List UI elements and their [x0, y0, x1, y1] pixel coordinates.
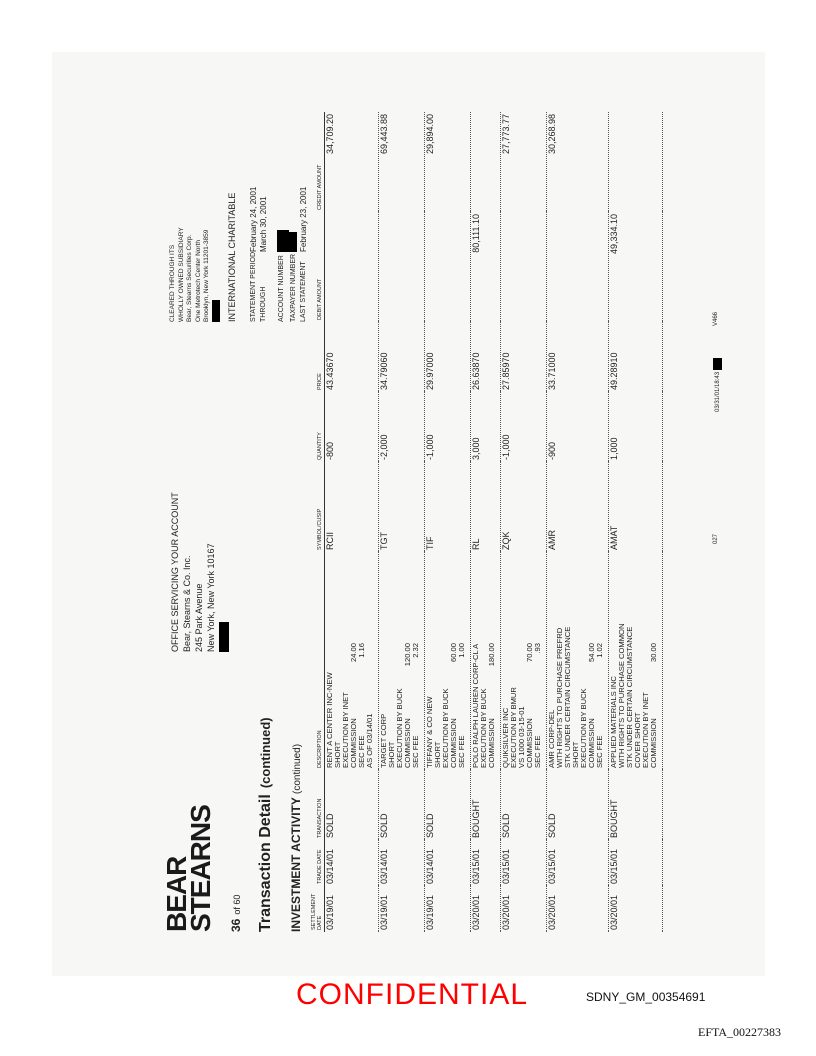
clearing-info: CLEARED THROUGH ITS WHOLLY OWNED SUBSIDIARY Bear, Stearns Securities Corp. One Metrotech Center North Brooklyn, New York 11201-3859: [169, 112, 221, 322]
description-text: SEC FEE: [457, 735, 466, 768]
quantity-cell: -800: [325, 392, 379, 462]
description-text: WITH RIGHTS TO PURCHASE COMMON: [617, 623, 626, 768]
description-value: .93: [533, 643, 542, 654]
description-text: AMR CORP-DEL: [547, 709, 556, 768]
footer-code-version: V466: [713, 311, 719, 326]
debit-amount-cell: [379, 212, 425, 322]
description-text: SEC FEE: [411, 735, 420, 768]
description-text: COMMISSION: [449, 718, 458, 768]
description-text: COMMISSION: [649, 718, 658, 768]
symbol-cell: RCII: [325, 462, 379, 552]
description-text: QUIKSILVER INC: [501, 707, 510, 768]
settlement-date-cell: 03/20/01: [471, 886, 501, 932]
redaction-box: [289, 232, 297, 252]
description-value: 24.00: [349, 643, 358, 663]
col-price: PRICE: [311, 322, 325, 392]
credit-amount-cell: 34,709.20: [325, 112, 379, 212]
bates-number: SDNY_GM_00354691: [586, 990, 706, 1004]
description-text: SEC FEE: [595, 735, 604, 768]
description-cell: [547, 552, 609, 770]
settlement-date-cell: 03/20/01: [609, 886, 663, 932]
credit-amount-cell: 69,443.88: [379, 112, 425, 212]
price-cell: 43.43670: [325, 322, 379, 392]
debit-amount-cell: [547, 212, 609, 322]
description-text: EXECUTION BY BMUR: [509, 687, 518, 768]
col-settlement-date: SETTLEMENT DATE: [311, 886, 325, 932]
description-text: SHORT: [387, 741, 396, 768]
debit-amount-cell: [325, 212, 379, 322]
price-cell: 33.71000: [547, 322, 609, 392]
footer-code-page: 027: [713, 533, 719, 544]
page-number: 36of 60: [229, 894, 243, 932]
table-row: [379, 112, 425, 932]
description-text: COMMISSION: [487, 718, 496, 768]
transaction-cell: SOLD: [379, 770, 425, 840]
description-cell: [501, 552, 547, 770]
clearing-and-statement-block: [169, 112, 309, 322]
description-line: [650, 643, 658, 768]
debit-amount-cell: [425, 212, 471, 322]
redaction-box: [277, 230, 289, 252]
transaction-cell: BOUGHT: [471, 770, 501, 840]
description-line: [458, 643, 466, 768]
transaction-cell: BOUGHT: [609, 770, 663, 840]
col-debit-amount: DEBIT AMOUNT: [311, 212, 325, 322]
settlement-date-cell: 03/19/01: [379, 886, 425, 932]
credit-amount-cell: 27,773.77: [501, 112, 547, 212]
description-text: EXECUTION BY BUCK: [479, 688, 488, 768]
description-value: 1.02: [595, 643, 604, 658]
quantity-cell: -2,000: [379, 392, 425, 462]
description-value: 54.00: [587, 643, 596, 663]
description-text: SEC FEE: [357, 735, 366, 768]
debit-amount-cell: [501, 212, 547, 322]
quantity-cell: 1,000: [609, 392, 663, 462]
col-symbol: SYMBOL/CUSIP: [311, 462, 325, 552]
trade-date-cell: 03/15/01: [547, 840, 609, 886]
table-row: [501, 112, 547, 932]
col-trade-date: TRADE DATE: [311, 840, 325, 886]
description-text: EXECUTION BY BUCK: [579, 688, 588, 768]
table-row: [609, 112, 663, 932]
price-cell: 26.63870: [471, 322, 501, 392]
description-text: SHORT: [571, 741, 580, 768]
description-line: [596, 643, 604, 768]
description-text: COMMISSION: [587, 718, 596, 768]
description-text: EXECUTION BY INET: [641, 692, 650, 768]
description-text: TIFFANY & CO NEW: [425, 696, 434, 768]
redaction-box: [219, 622, 229, 652]
symbol-cell: AMAT: [609, 462, 663, 552]
office-servicing-block: OFFICE SERVICING YOUR ACCOUNT Bear, Stearns & Co. Inc. 245 Park Avenue New York, New York 10167: [169, 492, 229, 652]
description-text: COVER SHORT: [633, 712, 642, 768]
page-title: Transaction Detail(continued): [257, 717, 274, 932]
symbol-cell: AMR: [547, 462, 609, 552]
description-value: 1.00: [457, 643, 466, 658]
credit-amount-cell: [609, 112, 663, 212]
trade-date-cell: 03/15/01: [471, 840, 501, 886]
description-text: STK UNDER CERTAIN CIRCUMSTANCE: [625, 626, 634, 768]
quantity-cell: -1,000: [501, 392, 547, 462]
confidential-stamp: CONFIDENTIAL: [296, 978, 529, 1011]
description-cell: [609, 552, 663, 770]
description-line: [534, 643, 542, 768]
settlement-date-cell: 03/19/01: [325, 886, 379, 932]
symbol-cell: TIF: [425, 462, 471, 552]
description-text: TARGET CORP: [379, 713, 388, 768]
table-row: [425, 112, 471, 932]
description-text: WITH RIGHTS TO PURCHASE PREFRD: [555, 627, 564, 768]
table-row: [325, 112, 379, 932]
description-cell: [379, 552, 425, 770]
description-text: COMMISSION: [349, 718, 358, 768]
redaction-box: [713, 358, 722, 370]
description-text: COMMISSION: [403, 718, 412, 768]
description-value: 2.32: [411, 643, 420, 658]
credit-amount-cell: [471, 112, 501, 212]
col-description: DESCRIPTION: [311, 552, 325, 770]
debit-amount-cell: 80,111.10: [471, 212, 501, 322]
description-text: SEC FEE: [533, 735, 542, 768]
description-text: RENT A CENTER INC-NEW: [325, 672, 334, 768]
description-text: APPLIED MATERIALS INC: [609, 676, 618, 768]
transaction-cell: SOLD: [425, 770, 471, 840]
price-cell: 49.28910: [609, 322, 663, 392]
description-cell: [471, 552, 501, 770]
trade-date-cell: 03/14/01: [425, 840, 471, 886]
transaction-cell: SOLD: [501, 770, 547, 840]
description-cell: [325, 552, 379, 770]
credit-amount-cell: 29,894.00: [425, 112, 471, 212]
col-credit-amount: CREDIT AMOUNT: [311, 112, 325, 212]
trade-date-cell: 03/14/01: [325, 840, 379, 886]
description-text: SHORT: [433, 741, 442, 768]
description-value: 120.00: [403, 643, 412, 667]
description-text: POLO RALPH LAUREN CORP-CL A: [471, 643, 480, 768]
transaction-cell: SOLD: [325, 770, 379, 840]
account-name: INTERNATIONAL CHARITABLE: [226, 192, 237, 322]
col-quantity: QUANTITY: [311, 392, 325, 462]
redaction-box: [212, 300, 220, 322]
table-row: [471, 112, 501, 932]
description-value: 60.00: [449, 643, 458, 663]
trade-date-cell: 03/15/01: [501, 840, 547, 886]
description-line: [366, 643, 374, 768]
description-value: 70.00: [525, 643, 534, 663]
bear-stearns-logo: BEAR STEARNS: [161, 805, 216, 932]
trade-date-cell: 03/14/01: [379, 840, 425, 886]
table-header-row: [311, 112, 325, 932]
quantity-cell: -900: [547, 392, 609, 462]
description-text: VS 1000 03-15-01: [517, 706, 526, 768]
trade-date-cell: 03/15/01: [609, 840, 663, 886]
description-text: SHORT: [333, 741, 342, 768]
efta-number: EFTA_00227383: [698, 1025, 782, 1039]
col-transaction: TRANSACTION: [311, 770, 325, 840]
price-cell: 27.85970: [501, 322, 547, 392]
symbol-cell: TGT: [379, 462, 425, 552]
credit-amount-cell: 30,268.98: [547, 112, 609, 212]
description-line: [412, 643, 420, 768]
description-text: AS OF 03/14/01: [365, 713, 374, 768]
price-cell: 34.79060: [379, 322, 425, 392]
transaction-cell: SOLD: [547, 770, 609, 840]
price-cell: 29.97000: [425, 322, 471, 392]
description-line: [488, 643, 496, 768]
description-value: 30.00: [649, 643, 658, 663]
description-text: EXECUTION BY INET: [341, 692, 350, 768]
symbol-cell: ZQK: [501, 462, 547, 552]
quantity-cell: 3,000: [471, 392, 501, 462]
symbol-cell: RL: [471, 462, 501, 552]
description-text: EXECUTION BY BUCK: [395, 688, 404, 768]
section-heading: INVESTMENT ACTIVITY (continued): [289, 743, 303, 932]
description-text: STK UNDER CERTAIN CIRCUMSTANCE: [563, 626, 572, 768]
footer-code-timestamp: 03/31/01/18:43: [713, 358, 722, 412]
description-text: COMMISSION: [525, 718, 534, 768]
rotated-statement-content: [161, 112, 765, 932]
statement-meta: STATEMENT PERIOD February 24, 2001 THROUGH March 30, 2001 ACCOUNT NUMBER TAXPAYER NUMBER LAST STATEMENT February 23, 2001: [248, 186, 308, 322]
table-body: [325, 112, 663, 932]
description-cell: [425, 552, 471, 770]
investment-activity-table: [311, 112, 663, 932]
description-value: 1.16: [357, 643, 366, 658]
table-row: [547, 112, 609, 932]
debit-amount-cell: 49,334.10: [609, 212, 663, 322]
settlement-date-cell: 03/20/01: [547, 886, 609, 932]
settlement-date-cell: 03/19/01: [425, 886, 471, 932]
quantity-cell: -1,000: [425, 392, 471, 462]
settlement-date-cell: 03/20/01: [501, 886, 547, 932]
description-value: 180.00: [487, 643, 496, 667]
description-text: EXECUTION BY BUCK: [441, 688, 450, 768]
